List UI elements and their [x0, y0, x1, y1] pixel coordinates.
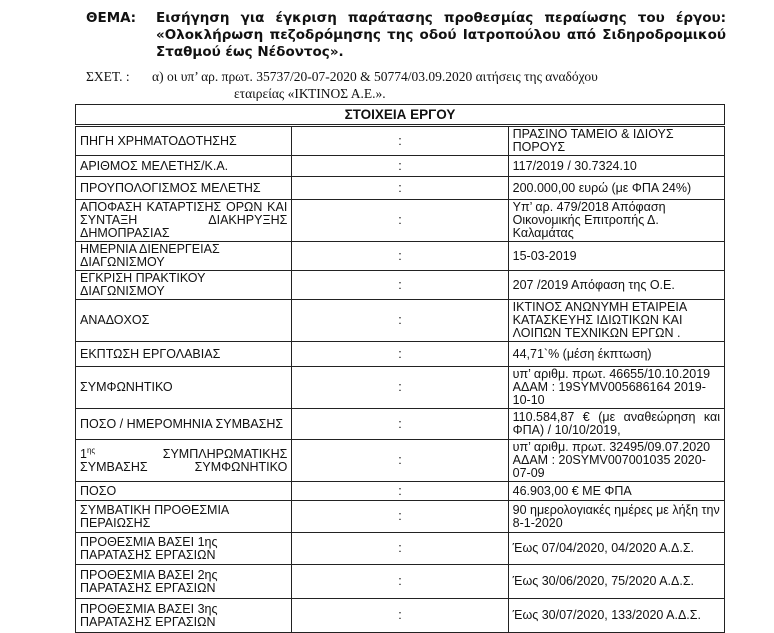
table-row: [76, 367, 725, 409]
row-separator: :: [292, 271, 508, 300]
table-row: [76, 156, 725, 177]
row-value: 207 /2019 Απόφαση της Ο.Ε.: [508, 271, 724, 300]
row-label: ΣΥΜΦΩΝΗΤΙΚΟ: [76, 367, 292, 409]
row-label: ΠΗΓΗ ΧΡΗΜΑΤΟΔΟΤΗΣΗΣ: [76, 126, 292, 156]
row-separator: :: [292, 126, 508, 156]
row-label: ΑΡΙΘΜΟΣ ΜΕΛΕΤΗΣ/Κ.Α.: [76, 156, 292, 177]
row-label: ΕΚΠΤΩΣΗ ΕΡΓΟΛΑΒΙΑΣ: [76, 342, 292, 367]
row-label: [76, 440, 292, 482]
reference-line-1: α) οι υπ’ αρ. πρωτ. 35737/20-07-2020 & 50774/03.09.2020 αιτήσεις της αναδόχου: [152, 69, 598, 84]
row-label: ΗΜΕΡΝΙΑ ΔΙΕΝΕΡΓΕΙΑΣ ΔΙΑΓΩΝΙΣΜΟΥ: [76, 242, 292, 271]
row-separator: :: [292, 501, 508, 533]
table-row: [76, 482, 725, 501]
row-label: ΕΓΚΡΙΣΗ ΠΡΑΚΤΙΚΟΥ ΔΙΑΓΩΝΙΣΜΟΥ: [76, 271, 292, 300]
row-label: ΠΟΣΟ: [76, 482, 292, 501]
row-value: 110.584,87 € (με αναθεώρηση και ΦΠΑ) / 10/10/2019,: [508, 409, 724, 440]
row-label: ΠΡΟΘΕΣΜΙΑ ΒΑΣΕΙ 2ης ΠΑΡΑΤΑΣΗΣ ΕΡΓΑΣΙΩΝ: [76, 565, 292, 599]
row-value: 90 ημερολογιακές ημέρες με λήξη την 8-1-2020: [508, 501, 724, 533]
row-value: 117/2019 / 30.7324.10: [508, 156, 724, 177]
row-value: Υπ’ αρ. 479/2018 Απόφαση Οικονομικής Επιτροπής Δ. Καλαμάτας: [508, 200, 724, 242]
project-data-table: [75, 104, 725, 633]
row-value: 200.000,00 ευρώ (με ΦΠΑ 24%): [508, 177, 724, 200]
subject-text: Εισήγηση για έγκριση παράτασης προθεσμίας περαίωσης του έργου: «Ολοκλήρωση πεζοδρόμησης της οδού Ιατροπούλου από Σιδηροδρομικού Σταθμού έως Νέδοντος».: [156, 10, 726, 60]
table-row: [76, 533, 725, 565]
row-separator: :: [292, 367, 508, 409]
row-separator: :: [292, 599, 508, 633]
row-separator: :: [292, 440, 508, 482]
row-value: ΠΡΑΣΙΝΟ ΤΑΜΕΙΟ & ΙΔΙΟΥΣ ΠΟΡΟΥΣ: [508, 126, 724, 156]
row-value: 44,71`% (μέση έκπτωση): [508, 342, 724, 367]
table-row: [76, 300, 725, 342]
row-separator: :: [292, 242, 508, 271]
row-label: ΠΡΟΘΕΣΜΙΑ ΒΑΣΕΙ 1ης ΠΑΡΑΤΑΣΗΣ ΕΡΓΑΣΙΩΝ: [76, 533, 292, 565]
row-separator: :: [292, 409, 508, 440]
row-label-superscript: ης: [86, 445, 96, 455]
row-value: 15-03-2019: [508, 242, 724, 271]
row-label: ΠΡΟΘΕΣΜΙΑ ΒΑΣΕΙ 3ης ΠΑΡΑΤΑΣΗΣ ΕΡΓΑΣΙΩΝ: [76, 599, 292, 633]
row-value: υπ’ αριθμ. πρωτ. 46655/10.10.2019 ΑΔΑΜ : 19SYMV005686164 2019-10-10: [508, 367, 724, 409]
row-label: ΑΝΑΔΟΧΟΣ: [76, 300, 292, 342]
row-separator: :: [292, 565, 508, 599]
table-row: [76, 271, 725, 300]
table-row: [76, 501, 725, 533]
reference-label: ΣΧΕΤ. :: [86, 69, 130, 84]
row-value: ΙΚΤΙΝΟΣ ΑΝΩΝΥΜΗ ΕΤΑΙΡΕΙΑ ΚΑΤΑΣΚΕΥΗΣ ΙΔΙΩΤΙΚΩΝ ΚΑΙ ΛΟΙΠΩΝ ΤΕΧΝΙΚΩΝ ΕΡΓΩΝ .: [508, 300, 724, 342]
table-title: ΣΤΟΙΧΕΙΑ ΕΡΓΟΥ: [76, 105, 725, 126]
table-row: [76, 177, 725, 200]
row-value: Έως 07/04/2020, 04/2020 Α.Δ.Σ.: [508, 533, 724, 565]
table-row: [76, 200, 725, 242]
row-separator: :: [292, 482, 508, 501]
row-separator: :: [292, 533, 508, 565]
subject-label: ΘΕΜΑ:: [86, 10, 136, 26]
table-row: [76, 126, 725, 156]
row-separator: :: [292, 177, 508, 200]
reference-block: [86, 68, 726, 102]
table-row: [76, 242, 725, 271]
row-value: 46.903,00 € ΜΕ ΦΠΑ: [508, 482, 724, 501]
row-label: ΑΠΟΦΑΣΗ ΚΑΤΑΡΤΙΣΗΣ ΟΡΩΝ ΚΑΙ ΣΥΝΤΑΞΗ ΔΙΑΚΗΡΥΞΗΣ ΔΗΜΟΠΡΑΣΙΑΣ: [76, 200, 292, 242]
row-value: Έως 30/06/2020, 75/2020 Α.Δ.Σ.: [508, 565, 724, 599]
row-label: ΠΡΟΥΠΟΛΟΓΙΣΜΟΣ ΜΕΛΕΤΗΣ: [76, 177, 292, 200]
table-row: [76, 342, 725, 367]
row-value: Έως 30/07/2020, 133/2020 Α.Δ.Σ.: [508, 599, 724, 633]
table-title-row: [76, 105, 725, 126]
row-label-text: ΣΥΜΠΛΗΡΩΜΑΤΙΚΗΣ ΣΥΜΒΑΣΗΣ ΣΥΜΦΩΝΗΤΙΚΟ: [80, 446, 288, 474]
row-separator: :: [292, 156, 508, 177]
row-label-number: 1: [80, 446, 87, 461]
table-row: [76, 440, 725, 482]
table-row: [76, 599, 725, 633]
row-value: υπ’ αριθμ. πρωτ. 32495/09.07.2020 ΑΔΑΜ : 20SYMV007001035 2020-07-09: [508, 440, 724, 482]
table-row: [76, 409, 725, 440]
row-separator: :: [292, 200, 508, 242]
table-row: [76, 565, 725, 599]
row-label: ΠΟΣΟ / ΗΜΕΡΟΜΗΝΙΑ ΣΥΜΒΑΣΗΣ: [76, 409, 292, 440]
row-separator: :: [292, 342, 508, 367]
subject-block: [86, 10, 726, 61]
row-separator: :: [292, 300, 508, 342]
reference-line-2: εταιρείας «ΙΚΤΙΝΟΣ Α.Ε.».: [234, 86, 386, 101]
row-label: ΣΥΜΒΑΤΙΚΗ ΠΡΟΘΕΣΜΙΑ ΠΕΡΑΙΩΣΗΣ: [76, 501, 292, 533]
